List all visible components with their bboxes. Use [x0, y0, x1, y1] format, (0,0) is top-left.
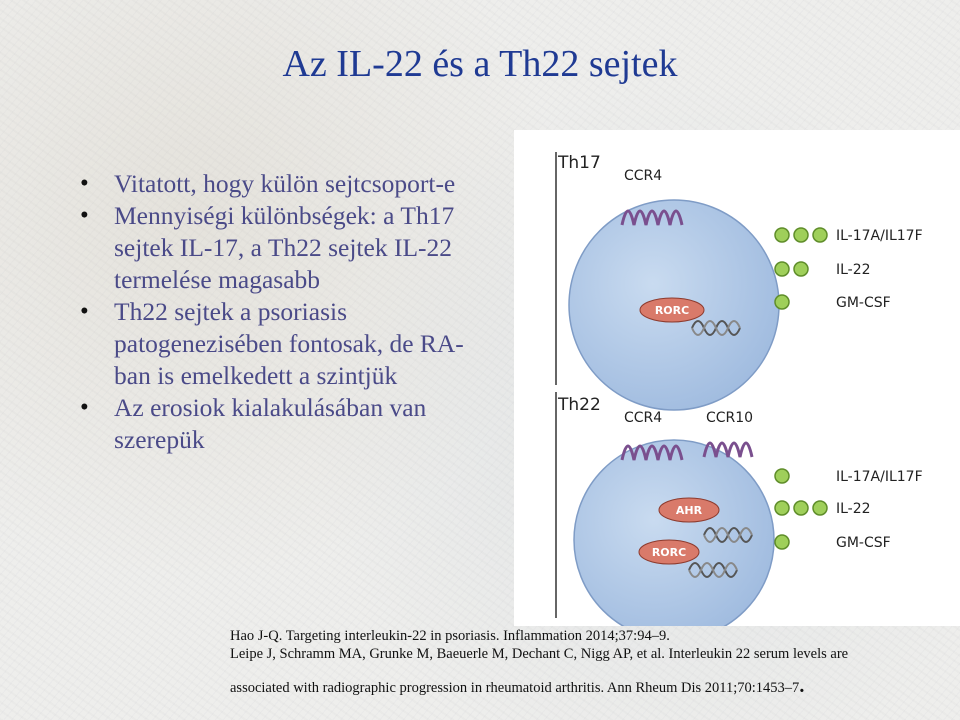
bullet-text: Th22 sejtek a psoriasis patogenezisében fontosak, de RA-ban is emelkedett a szintjük	[114, 297, 464, 390]
th22-cell-icon	[574, 440, 774, 626]
cytokine-dot-icon	[813, 228, 827, 242]
th22-cytokine-label: IL-17A/IL17F	[836, 469, 923, 485]
cytokine-dot-icon	[775, 295, 789, 309]
th17-label: Th17	[558, 153, 601, 173]
th17-th22-figure	[514, 130, 960, 626]
bullet-item	[78, 392, 498, 456]
reference-period: .	[799, 675, 805, 697]
bullet-list	[78, 168, 498, 456]
bullet-item	[78, 296, 498, 392]
reference-line: Hao J-Q. Targeting interleukin-22 in psoriasis. Inflammation 2014;37:94–9.	[230, 628, 670, 644]
cytokine-dot-icon	[775, 228, 789, 242]
th22-cytokine-label: IL-22	[836, 501, 871, 517]
th17-cytokine-label: IL-22	[836, 262, 871, 278]
reference-text: associated with radiographic progression in rheumatoid arthritis. Ann Rheum Dis 2011;70:1453–7	[230, 680, 800, 696]
th17-cytokine-label: IL-17A/IL17F	[836, 228, 923, 244]
bullet-dot: •	[80, 202, 89, 229]
th17-cytokine-label: GM-CSF	[836, 295, 891, 311]
bullet-dot: •	[80, 394, 89, 421]
bullet-dot: •	[80, 170, 89, 197]
cytokine-dot-icon	[794, 228, 808, 242]
cytokine-dot-icon	[794, 262, 808, 276]
bullet-item	[78, 200, 498, 296]
bullet-text: Az erosiok kialakulásában van szerepük	[114, 393, 427, 454]
cytokine-dot-icon	[775, 469, 789, 483]
bullet-text: Mennyiségi különbségek: a Th17 sejtek IL-17, a Th22 sejtek IL-22 termelése magasabb	[114, 201, 455, 294]
th22-ccr4-label: CCR4	[624, 410, 663, 426]
bullet-text: Vitatott, hogy külön sejtcsoport-e	[114, 169, 456, 198]
cytokine-dot-icon	[794, 501, 808, 515]
th22-ccr10-label: CCR10	[706, 410, 754, 426]
cytokine-dot-icon	[775, 501, 789, 515]
slide-title: Az IL-22 és a Th22 sejtek	[282, 43, 678, 85]
bullet-dot: •	[80, 298, 89, 325]
cytokine-dot-icon	[775, 262, 789, 276]
reference-line	[230, 677, 950, 697]
th22-rorc-label: RORC	[651, 546, 687, 559]
bullet-item	[78, 168, 498, 200]
cell-diagram	[514, 130, 960, 626]
th22-ahr-label: AHR	[675, 504, 703, 517]
reference-line: Leipe J, Schramm MA, Grunke M, Baeuerle M, Dechant C, Nigg AP, et al. Interleukin 22 serum levels are	[230, 646, 849, 662]
cytokine-dot-icon	[813, 501, 827, 515]
th22-label: Th22	[558, 395, 601, 415]
cytokine-dot-icon	[775, 535, 789, 549]
th22-cytokine-label: GM-CSF	[836, 535, 891, 551]
references	[230, 627, 950, 697]
th17-rorc-label: RORC	[654, 304, 690, 317]
th17-ccr4-label: CCR4	[624, 168, 663, 184]
